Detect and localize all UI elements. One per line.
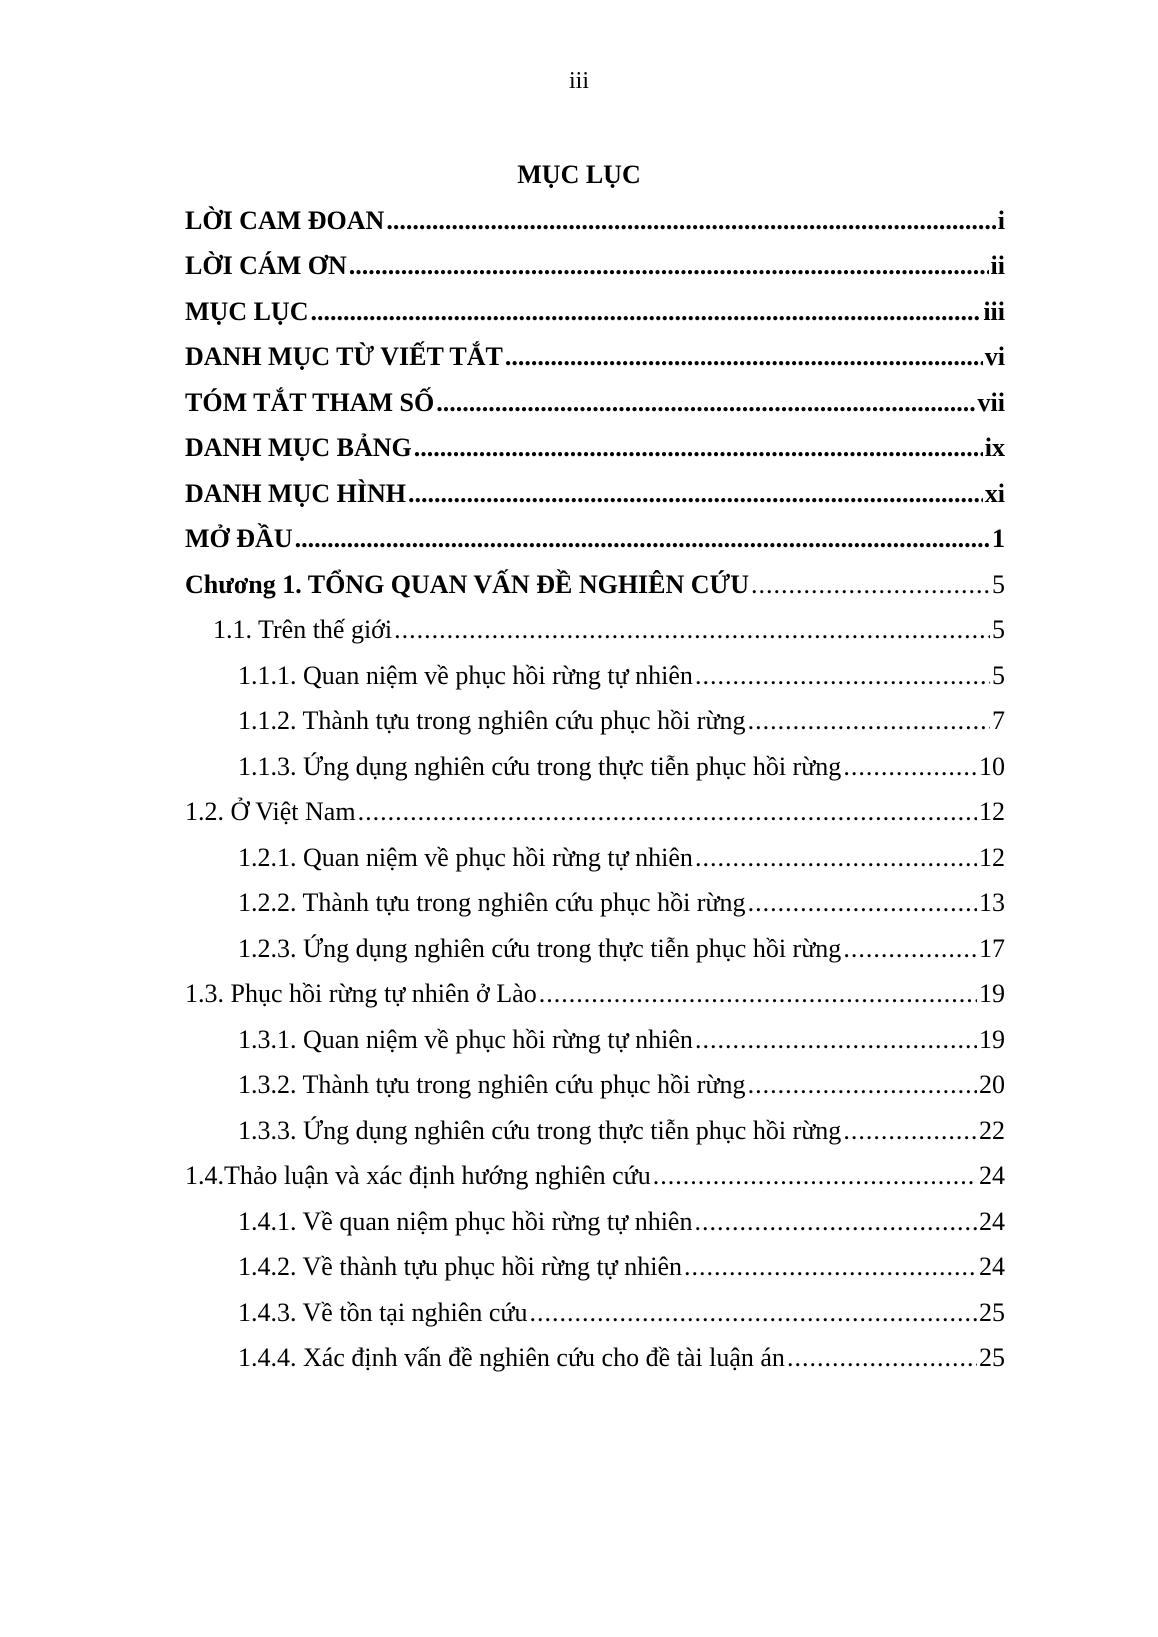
toc-entry-page: iii: [983, 296, 1005, 326]
toc-entry-label: 1.3.1. Quan niệm về phục hồi rừng tự nhiên: [238, 1024, 693, 1054]
toc-dot-leader: [843, 934, 977, 964]
toc-dot-leader: [311, 297, 982, 327]
toc-entry-page: 5: [992, 660, 1005, 690]
toc-dot-leader: [394, 615, 990, 645]
toc-dot-leader: [695, 843, 977, 873]
toc-entry-page: 10: [979, 751, 1005, 781]
toc-entry-page: 12: [979, 797, 1005, 827]
toc-entry[interactable]: [185, 562, 1005, 608]
toc-dot-leader: [751, 570, 990, 600]
toc-entry-label: 1.1. Trên thế giới: [213, 615, 393, 645]
toc-entry-label: 1.1.3. Ứng dụng nghiên cứu trong thực tiễn phục hồi rừng: [238, 751, 842, 781]
toc-entry-label: 1.4.1. Về quan niệm phục hồi rừng tự nhiên: [238, 1206, 693, 1236]
toc-entry-label: 1.3.2. Thành tựu trong nghiên cứu phục hồi rừng: [238, 1070, 746, 1100]
toc-entry-page: 19: [979, 979, 1005, 1009]
toc-entry[interactable]: [185, 244, 1005, 290]
toc-dot-leader: [748, 1070, 977, 1100]
toc-dot-leader: [787, 1343, 977, 1373]
table-of-contents: [185, 198, 1005, 1381]
toc-entry[interactable]: [185, 1017, 1005, 1063]
toc-entry-label: 1.2.2. Thành tựu trong nghiên cứu phục hồi rừng: [238, 888, 746, 918]
toc-entry-label: DANH MỤC BẢNG: [185, 433, 412, 463]
toc-dot-leader: [414, 433, 983, 463]
toc-dot-leader: [684, 1252, 977, 1282]
toc-entry-page: i: [997, 205, 1005, 235]
page-number: iii: [568, 68, 589, 94]
toc-entry-page: 25: [979, 1343, 1005, 1373]
toc-entry-label: 1.2. Ở Việt Nam: [185, 797, 356, 827]
toc-entry-page: 19: [979, 1024, 1005, 1054]
toc-dot-leader: [529, 1298, 977, 1328]
toc-dot-leader: [295, 524, 990, 554]
toc-entry[interactable]: [185, 380, 1005, 426]
toc-dot-leader: [748, 706, 990, 736]
toc-dot-leader: [748, 888, 977, 918]
toc-entry[interactable]: [185, 1063, 1005, 1109]
toc-dot-leader: [505, 342, 983, 372]
page-title: MỤC LỤC: [517, 160, 641, 189]
toc-entry-label: 1.4.3. Về tồn tại nghiên cứu: [238, 1297, 528, 1327]
toc-entry-page: 24: [979, 1161, 1005, 1191]
toc-dot-leader: [408, 479, 983, 509]
toc-entry[interactable]: [185, 198, 1005, 244]
toc-entry-page: 22: [979, 1115, 1005, 1145]
toc-dot-leader: [843, 752, 977, 782]
toc-entry-label: 1.1.1. Quan niệm về phục hồi rừng tự nhiên: [238, 660, 693, 690]
toc-dot-leader: [436, 388, 975, 418]
toc-entry-label: MỤC LỤC: [185, 296, 309, 326]
toc-entry[interactable]: [185, 699, 1005, 745]
toc-entry-page: 7: [992, 706, 1005, 736]
toc-dot-leader: [358, 797, 977, 827]
toc-entry[interactable]: [185, 426, 1005, 472]
toc-entry-page: 1: [992, 524, 1005, 554]
toc-entry[interactable]: [185, 835, 1005, 881]
toc-entry-label: 1.3. Phục hồi rừng tự nhiên ở Lào: [185, 979, 537, 1009]
toc-entry-label: LỜI CAM ĐOAN: [185, 205, 385, 235]
toc-entry-page: ii: [990, 251, 1005, 281]
toc-entry-label: 1.2.1. Quan niệm về phục hồi rừng tự nhiên: [238, 842, 693, 872]
toc-entry-label: LỜI CÁM ƠN: [185, 251, 347, 281]
toc-dot-leader: [843, 1116, 977, 1146]
toc-entry-label: DANH MỤC TỪ VIẾT TẮT: [185, 342, 503, 372]
toc-dot-leader: [349, 251, 989, 281]
toc-dot-leader: [695, 661, 990, 691]
toc-entry-page: 20: [979, 1070, 1005, 1100]
toc-entry[interactable]: [185, 335, 1005, 381]
toc-entry-page: 24: [979, 1206, 1005, 1236]
toc-entry-label: DANH MỤC HÌNH: [185, 478, 406, 508]
toc-entry-label: Chương 1. TỔNG QUAN VẤN ĐỀ NGHIÊN CỨU: [185, 569, 750, 599]
toc-dot-leader: [653, 1161, 977, 1191]
toc-entry-page: 5: [992, 569, 1005, 599]
toc-dot-leader: [539, 979, 977, 1009]
toc-entry[interactable]: [185, 881, 1005, 927]
toc-entry-page: 25: [979, 1297, 1005, 1327]
toc-entry-page: 24: [979, 1252, 1005, 1282]
toc-entry[interactable]: [185, 744, 1005, 790]
toc-entry-page: vii: [977, 387, 1005, 417]
toc-dot-leader: [386, 206, 995, 236]
toc-entry[interactable]: [185, 517, 1005, 563]
toc-entry-page: xi: [984, 478, 1005, 508]
toc-entry[interactable]: [185, 1245, 1005, 1291]
toc-dot-leader: [695, 1025, 977, 1055]
toc-dot-leader: [694, 1207, 977, 1237]
toc-entry[interactable]: [185, 608, 1005, 654]
toc-entry[interactable]: [185, 926, 1005, 972]
toc-entry-page: vi: [984, 342, 1005, 372]
toc-entry-label: 1.3.3. Ứng dụng nghiên cứu trong thực tiễn phục hồi rừng: [238, 1115, 842, 1145]
toc-entry-page: 17: [979, 933, 1005, 963]
toc-entry[interactable]: [185, 1290, 1005, 1336]
toc-entry-label: 1.2.3. Ứng dụng nghiên cứu trong thực tiễn phục hồi rừng: [238, 933, 842, 963]
toc-entry[interactable]: [185, 471, 1005, 517]
toc-entry-label: 1.1.2. Thành tựu trong nghiên cứu phục hồi rừng: [238, 706, 746, 736]
toc-entry[interactable]: [185, 1336, 1005, 1382]
toc-entry-label: MỞ ĐẦU: [185, 524, 293, 554]
toc-entry-page: 5: [992, 615, 1005, 645]
toc-entry-label: 1.4.4. Xác định vấn đề nghiên cứu cho đề tài luận án: [238, 1343, 785, 1373]
toc-entry[interactable]: [185, 289, 1005, 335]
toc-entry[interactable]: [185, 972, 1005, 1018]
toc-entry-page: ix: [984, 433, 1005, 463]
toc-entry-label: 1.4.2. Về thành tựu phục hồi rừng tự nhiên: [238, 1252, 683, 1282]
toc-entry[interactable]: [185, 653, 1005, 699]
toc-entry[interactable]: [185, 1199, 1005, 1245]
toc-entry[interactable]: [185, 790, 1005, 836]
toc-entry-page: 13: [979, 888, 1005, 918]
toc-entry[interactable]: [185, 1154, 1005, 1200]
toc-entry[interactable]: [185, 1108, 1005, 1154]
toc-entry-label: 1.4.Thảo luận và xác định hướng nghiên cứu: [185, 1161, 651, 1191]
toc-entry-label: TÓM TẮT THAM SỐ: [185, 387, 435, 417]
toc-entry-page: 12: [979, 842, 1005, 872]
